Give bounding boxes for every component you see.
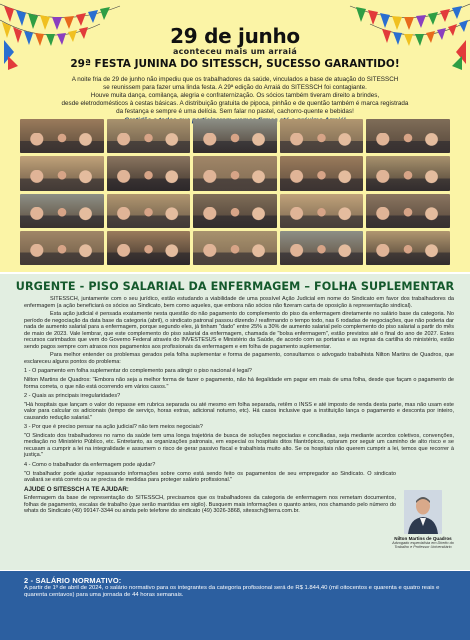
festa-photo-grid: [20, 119, 450, 265]
festa-photo: [193, 194, 277, 228]
article-paragraph: SITESSCH, juntamente com o seu jurídico, estão estudando a viabilidade de uma possível Ação Judicial em nome do Sindicato em favor dos trabalhadores da enfermagem (a ação beneficiará os sócios ao Sindicato, bem como aqueles, que embora não sócios não fizeram carta de oposição à representação sindical).: [24, 296, 454, 309]
salario-normativo-section: [0, 571, 470, 640]
article-question: 3 - Por que é preciso pensar na ação judicial? não tem meios negociais?: [24, 424, 203, 431]
festa-photo: [280, 194, 364, 228]
festa-photo: [366, 156, 450, 190]
festa-intro: [40, 76, 430, 125]
intro-line: A noite fria de 29 de junho não impediu que os trabalhadores da saúde, vinculados a base de atuação do SITESSCH: [71, 76, 399, 83]
festa-headline: 29ª FESTA JUNINA DO SITESSCH, SUCESSO GARANTIDO!: [70, 58, 400, 70]
article-paragraph: Para melhor entender os problemas gerados pela folha suplementar e forma de pagamento, consultamos o advogado trabalhista Nilton Martins de Quadros, que esclareceu alguns pontos do problema:: [24, 352, 454, 365]
intro-line: desde eletrodomésticos à cestas básicas. A distribuição gratuita de pipoca, pinhão e de quentão também é marca registrada: [61, 100, 409, 107]
help-text: Enfermagem da base de representação do SITESSCH, precisamos que os trabalhadores da categoria de enfermagem nos remetam documentos, folhas de pagamento, escalas de trabalho (que serão mantidas em sigilo). Busquem mais informações o quanto antes, nos chamando pelo número do whats do Sindicato (49) 99147-3344 ou ainda pelo telefone do sindicato (49) 3026-3868, sitessch@terra.com.br.: [24, 495, 396, 515]
festa-photo: [20, 194, 104, 228]
advocate-role: Advogado especialista em Direito do Trabalho e Professor Universitário: [392, 541, 454, 550]
article-body: [24, 296, 454, 517]
festa-main-title: 29 de junho: [170, 24, 300, 48]
article-question: 2 - Quais as principais irregularidades?: [24, 393, 121, 400]
festa-junina-section: [0, 0, 470, 272]
festa-photo: [280, 231, 364, 265]
festa-photo: [107, 231, 191, 265]
article-answer: "O trabalhador pode ajudar repassando informações sobre como está sendo feito os pagamentos de seu empregador ao Sindicato. O sindicato avaliará se está correto ou se precisa de medidas para proteger salário profissional.": [24, 470, 396, 484]
article-paragraph: Esta ação judicial é pensada exatamente nesta questão do não pagamento do complemento do piso da enfermagem diretamente no salário base da categoria. No período de negociação da data base da categoria (abril), o sindicato patronal passou dizendo / reafirmando o tempo todo, nas 6 rodadas de negociações, que não poderia dar nada de aumento salarial para a enfermagem, porque segundo eles, já tinham "dado" entre 25% a 30% de aumento salarial pelo complemento do piso salarial a partir do mês de maio de 2023. Vale lembrar, que este complemento do piso salarial da enfermagem, chamada de "bolsa enfermagem", estão previstos até o final do ano de 2027. Estes recursos carimbados que vem do Governo Federal através do INVESTESUS e Ministério da Saúde, de acordo com as portarias e as regras da cartilha do ministério, estão sendo pagos sempre com atrasos nos pagamentos aos profissionais da enfermagem e em folha de pagamento suplementar.: [24, 311, 454, 350]
article-answer: "O Sindicato dos trabalhadores no ramo da saúde tem uma longa trajetória de busca de soluções negociadas e conciliadas, seja mediante acordos coletivos, convenções, mediação no Ministério Público, etc. Entretanto, as organizações patronais, em especial os hospitais ditos filantrópicos, optaram por seguir um caminho de alto risco e se recusam a cumprir a lei na integralidade e assumem o risco de gerar passivo fiscal e trabalhista muito alto. Se os hospitais não querem cumprir a lei, temos que recorrer à justiça.": [24, 432, 454, 459]
intro-line: da festança e sempre é uma delícia. Sem falar no pastel, cachorro-quente e bebidas!: [116, 108, 354, 115]
festa-photo: [280, 156, 364, 190]
article-question: 1 - O pagamento em folha suplementar do complemento para atingir o piso nacional é legal?: [24, 368, 252, 375]
piso-salarial-article: [0, 274, 470, 570]
intro-line: se reunissem para fazer uma linda festa. A 29ª edição do Arraiá do SITESSCH foi contagiante.: [103, 84, 367, 91]
festa-photo: [20, 156, 104, 190]
article-title: URGENTE - PISO SALARIAL DA ENFERMAGEM – FOLHA SUPLEMENTAR: [15, 280, 455, 293]
festa-photo: [107, 119, 191, 153]
article-question: 4 - Como o trabalhador da enfermagem pode ajudar?: [24, 462, 156, 469]
festa-photo: [280, 119, 364, 153]
festa-photo: [366, 231, 450, 265]
festa-photo: [107, 156, 191, 190]
festa-photo: [193, 119, 277, 153]
festa-photo: [193, 156, 277, 190]
intro-line: Houve muita dança, comilança, alegria e confraternização. Os sócios também tiveram direito a brindes,: [90, 92, 380, 99]
article-answer: Nilton Martins de Quadros: "Embora não seja a melhor forma de fazer o pagamento, não há ilegalidade em pagar em mais de uma folha, desde que façam o pagamento de forma correta, o que não está ocorrendo em vários casos.": [24, 377, 454, 390]
festa-photo: [20, 231, 104, 265]
festa-photo: [193, 231, 277, 265]
advocate-photo: [404, 490, 442, 534]
advocate-card: [392, 490, 454, 550]
festa-photo: [107, 194, 191, 228]
festa-subtitle: aconteceu mais um arraiá: [172, 47, 298, 56]
article-answer: "Há hospitais que lançam o valor do repasse em rubrica separada ou até mesmo em folha separada, retêm o INSS e até imposto de renda desta parte, mas não usam este valor para calcular os adicionais (tempo de serviço, horas extras, adicional noturno, etc). Há casos inclusive que a instituição lança o pagamento e desconta por inteiro, causando redução salarial.": [24, 401, 454, 421]
advocate-name: Nilton Martins de Quadros: [394, 536, 452, 541]
festa-photo: [20, 119, 104, 153]
festa-title-block: [0, 24, 470, 56]
festa-photo: [366, 194, 450, 228]
help-title: AJUDE O SITESSCH A TE AJUDAR:: [24, 485, 129, 493]
salario-text: A partir de 1º de abril de 2024, o salário normativo para os integrantes da categoria profissional será de R$ 1.844,40 (mil oitocentos e quarenta e quatro reais e quarenta centavos) para uma jornada de 44 horas semanais.: [24, 585, 440, 599]
salario-title: 2 - SALÁRIO NORMATIVO:: [24, 576, 122, 585]
festa-photo: [366, 119, 450, 153]
